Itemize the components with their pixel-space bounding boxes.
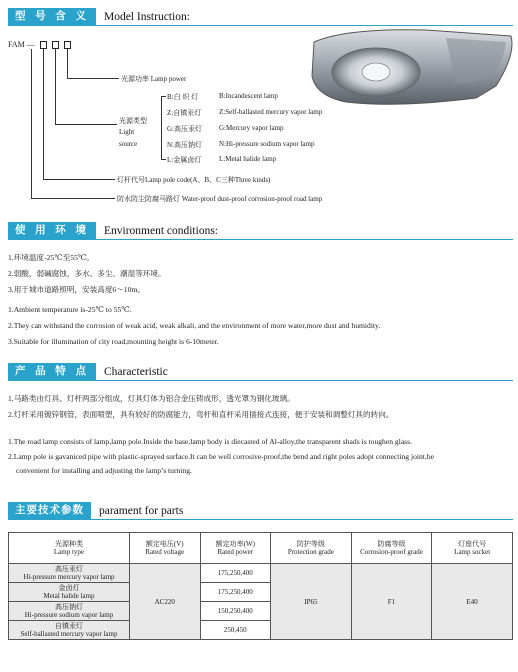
section-divider [8, 380, 513, 381]
light-source-cn: 光源类型 [119, 117, 147, 125]
parameters-section-title: parament for parts [99, 504, 184, 517]
connector-line [43, 49, 44, 180]
characteristic-section-tag: 产 品 特 点 [8, 363, 96, 380]
connector-line [67, 78, 119, 79]
lamp-type-cell: 金卤灯 Metal halide lamp [9, 583, 130, 602]
characteristic-section-title: Characteristic [103, 365, 168, 378]
bracket-tick [161, 96, 166, 97]
waterproof-label: 防水防尘防腐马路灯 Water-proof dust-proof corrosion-proof road lamp [117, 195, 323, 203]
table-row [9, 564, 513, 583]
lamp-type-en: Z:Self-ballasted mercury vapor lamp [219, 108, 323, 116]
code-box-source [52, 41, 59, 49]
table-header-cell: 防护等级 Protection grade [271, 533, 352, 564]
lamp-type-cn: B:白 炽 灯 [167, 93, 199, 101]
connector-line [43, 179, 115, 180]
power-cell: 175,250,400 [200, 583, 271, 602]
light-source-en2: source [119, 140, 138, 148]
model-section-title: Model Instruction: [103, 10, 190, 23]
lamp-type-cell: 高压钠灯 Hi-pressure sodium vapor lamp [9, 602, 130, 621]
parameters-section-tag: 主要技术参数 [8, 502, 91, 519]
lamp-type-en: N:Hi-pressure sodium vapor lamp [219, 140, 315, 148]
char-cn-line: 1.马路类由灯具、灯杆两部分组成，灯具灯体为铝合金压铸成形，透光罩为钢化玻璃。 [8, 394, 295, 403]
lamp-type-cell: 自镇汞灯 Self-ballasted mercury vapor lamp [9, 621, 130, 640]
socket-cell: E40 [432, 564, 513, 640]
table-header-cell: 光源种类 Lamp type [9, 533, 130, 564]
lamp-type-cn: G:高压汞灯 [167, 125, 202, 133]
env-cn-line: 2.弱酸、弱碱腐蚀，多水、多尘、潮湿等环境。 [8, 269, 166, 278]
power-cell: 250,450 [200, 621, 271, 640]
power-cell: 150,250,400 [200, 602, 271, 621]
model-section-header [8, 8, 190, 25]
connector-line [31, 49, 32, 199]
lamp-type-en: G:Mercury vapor lamp [219, 124, 284, 132]
road-lamp-image [306, 26, 518, 118]
env-cn-line: 1.环境温度-25℃至55℃。 [8, 253, 94, 262]
section-divider [8, 519, 513, 520]
pole-code-label: 灯杆代号Lamp pole code(A、B、C三种Three kinds) [117, 176, 271, 184]
lamp-type-en: B:Incandescent lamp [219, 92, 278, 100]
char-en-line: 2.Lamp pole is gavaniced pipe with plastic-sprayed surface.It can be well corrosive-proof,the bend and right poles adopt connecting joint,be [8, 452, 434, 461]
voltage-cell: AC220 [129, 564, 200, 640]
parameters-section-header [8, 502, 183, 519]
environment-section-header [8, 222, 218, 239]
lamp-power-label: 光源功率 Lamp power [121, 75, 187, 83]
model-code-prefix: FAM — [8, 40, 35, 49]
environment-section-title: Environment conditions: [103, 224, 218, 237]
code-box-power [64, 41, 71, 49]
characteristic-section-header [8, 363, 168, 380]
env-en-line: 3.Suitable for illumination of city road,mounting height is 6-10meter. [8, 337, 219, 346]
lamp-type-cell: 高压汞灯 Hi-pressure mercury vapor lamp [9, 564, 130, 583]
table-header-cell: 额定电压(V) Rated voltage [129, 533, 200, 564]
lamp-type-cn: Z:自镇汞灯 [167, 109, 202, 117]
model-section-tag: 型 号 含 义 [8, 8, 96, 25]
code-box-pole [40, 41, 47, 49]
connector-line [31, 198, 115, 199]
corrosion-cell: F1 [351, 564, 432, 640]
table-header-row [9, 533, 513, 564]
env-cn-line: 3.用于城市道路照明，安装高度6～10m。 [8, 285, 145, 294]
protection-cell: IP65 [271, 564, 352, 640]
table-header-cell: 额定功率(W) Rated power [200, 533, 271, 564]
environment-section-tag: 使 用 环 境 [8, 222, 96, 239]
lamp-type-cn: N:高压钠灯 [167, 141, 202, 149]
bracket-tick [161, 159, 166, 160]
table-header-cell: 防腐等级 Corrosion-proof grade [351, 533, 432, 564]
char-en-line: convenient for installing and adjusting the lamp’s turning. [16, 466, 192, 475]
char-en-line: 1.The road lamp consists of lamp,lamp pole.Inside the base,lamp body is diecasted of Al-alloy,the transparent shads is toughen glass. [8, 437, 412, 446]
connector-line [55, 49, 56, 125]
connector-line [55, 124, 117, 125]
bracket-line [161, 96, 162, 160]
table-header-cell: 灯座代号 Lamp socket [432, 533, 513, 564]
env-en-line: 1.Ambient temperature is-25℃ to 55℃. [8, 305, 132, 314]
lamp-type-en: L:Metal halide lamp [219, 155, 277, 163]
char-cn-line: 2.灯杆采用镀锌钢管，表面喷塑，具有较好的防腐能力，弯杆和直杆采用插接式连接，便于安装和调整灯具的转向。 [8, 410, 394, 419]
connector-line [67, 49, 68, 79]
parameters-table [8, 532, 513, 640]
lamp-type-cn: L:金属卤灯 [167, 156, 202, 164]
section-divider [8, 239, 513, 240]
power-cell: 175,250,400 [200, 564, 271, 583]
env-en-line: 2.They can withstand the corrosion of weak acid, weak alkali, and the environment of more water,more dust and humidity. [8, 321, 381, 330]
light-source-en1: Light [119, 128, 135, 136]
